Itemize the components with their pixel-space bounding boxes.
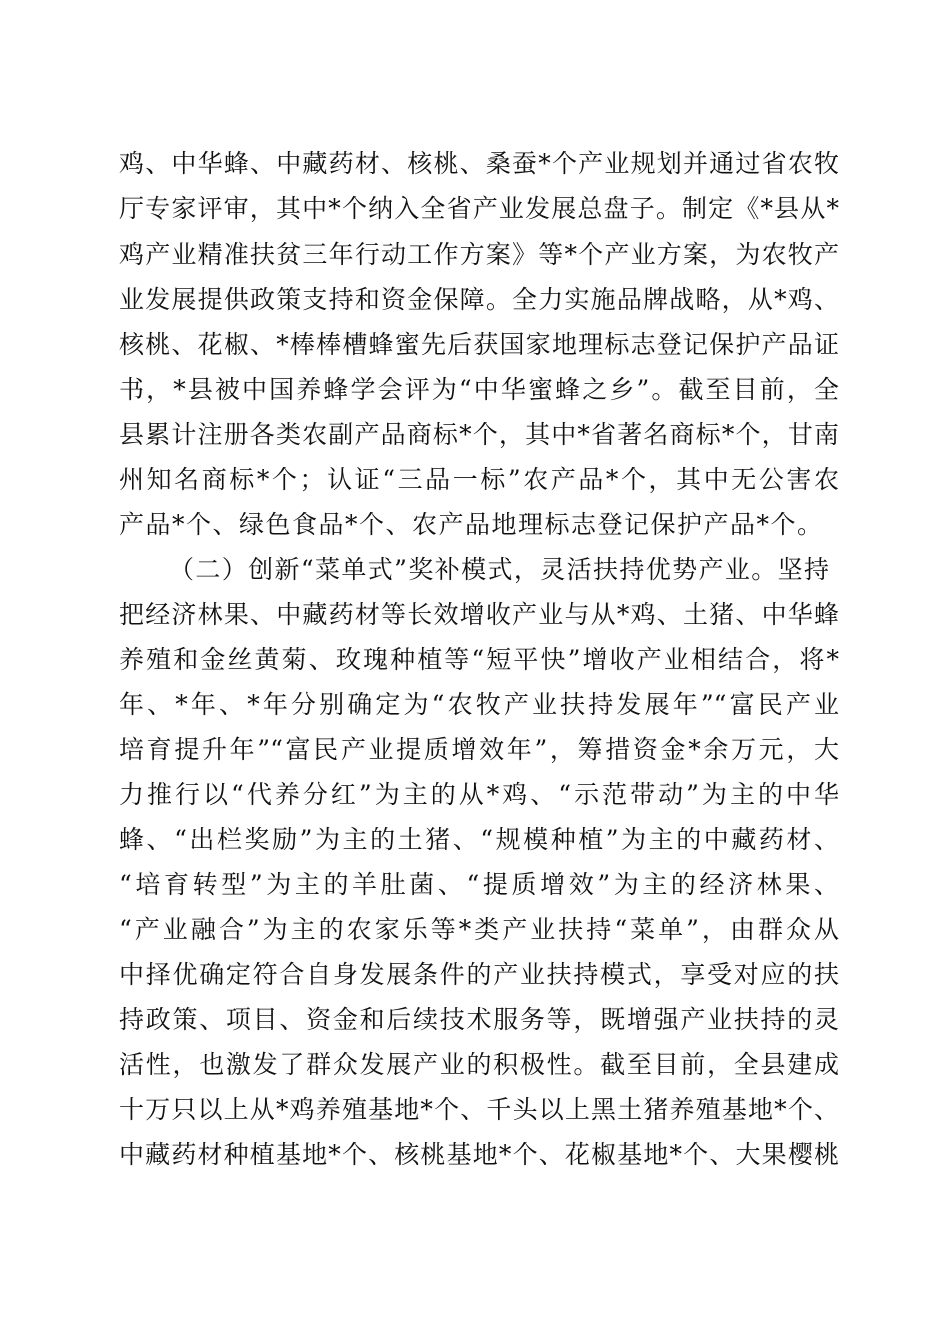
- text-line-21: 活性，也激发了群众发展产业的积极性。截至目前，全县建成: [119, 1050, 839, 1079]
- text-line-4: 业发展提供政策支持和资金保障。全力实施品牌战略，从*鸡、: [119, 285, 839, 314]
- text-line-11: 把经济林果、中藏药材等长效增收产业与从*鸡、土猪、中华蜂: [119, 600, 839, 629]
- text-line-19: 中择优确定符合自身发展条件的产业扶持模式，享受对应的扶: [119, 960, 839, 989]
- text-line-6: 书，*县被中国养蜂学会评为“中华蜜蜂之乡”。截至目前，全: [119, 375, 839, 404]
- text-line-22: 十万只以上从*鸡养殖基地*个、千头以上黑土猪养殖基地*个、: [119, 1095, 839, 1124]
- text-line-23: 中藏药材种植基地*个、核桃基地*个、花椒基地*个、大果樱桃: [119, 1140, 839, 1169]
- text-line-13: 年、*年、*年分别确定为“农牧产业扶持发展年”“富民产业: [119, 690, 839, 719]
- text-line-7: 县累计注册各类农副产品商标*个，其中*省著名商标*个，甘南: [119, 420, 839, 449]
- text-line-17: “培育转型”为主的羊肚菌、“提质增效”为主的经济林果、: [119, 870, 839, 899]
- text-line-16: 蜂、“出栏奖励”为主的土猪、“规模种植”为主的中藏药材、: [119, 825, 839, 854]
- text-line-9: 产品*个、绿色食品*个、农产品地理标志登记保护产品*个。: [119, 510, 824, 539]
- text-line-15: 力推行以“代养分红”为主的从*鸡、“示范带动”为主的中华: [119, 780, 839, 809]
- text-line-12: 养殖和金丝黄菊、玫瑰种植等“短平快”增收产业相结合，将*: [119, 645, 839, 674]
- text-line-14: 培育提升年”“富民产业提质增效年”，筹措资金*余万元，大: [119, 735, 839, 764]
- text-line-5: 核桃、花椒、*棒棒槽蜂蜜先后获国家地理标志登记保护产品证: [119, 330, 839, 359]
- section-heading-line: （二）创新“菜单式”奖补模式，灵活扶持优势产业。坚持: [169, 555, 829, 584]
- text-line-3: 鸡产业精准扶贫三年行动工作方案》等*个产业方案，为农牧产: [119, 240, 839, 269]
- text-line-20: 持政策、项目、资金和后续技术服务等，既增强产业扶持的灵: [119, 1005, 839, 1034]
- text-line-1: 鸡、中华蜂、中藏药材、核桃、桑蚕*个产业规划并通过省农牧: [119, 149, 839, 178]
- text-line-18: “产业融合”为主的农家乐等*类产业扶持“菜单”，由群众从: [119, 915, 839, 944]
- text-line-8: 州知名商标*个；认证“三品一标”农产品*个，其中无公害农: [119, 465, 839, 494]
- text-line-2: 厅专家评审，其中*个纳入全省产业发展总盘子。制定《*县从*: [119, 194, 839, 223]
